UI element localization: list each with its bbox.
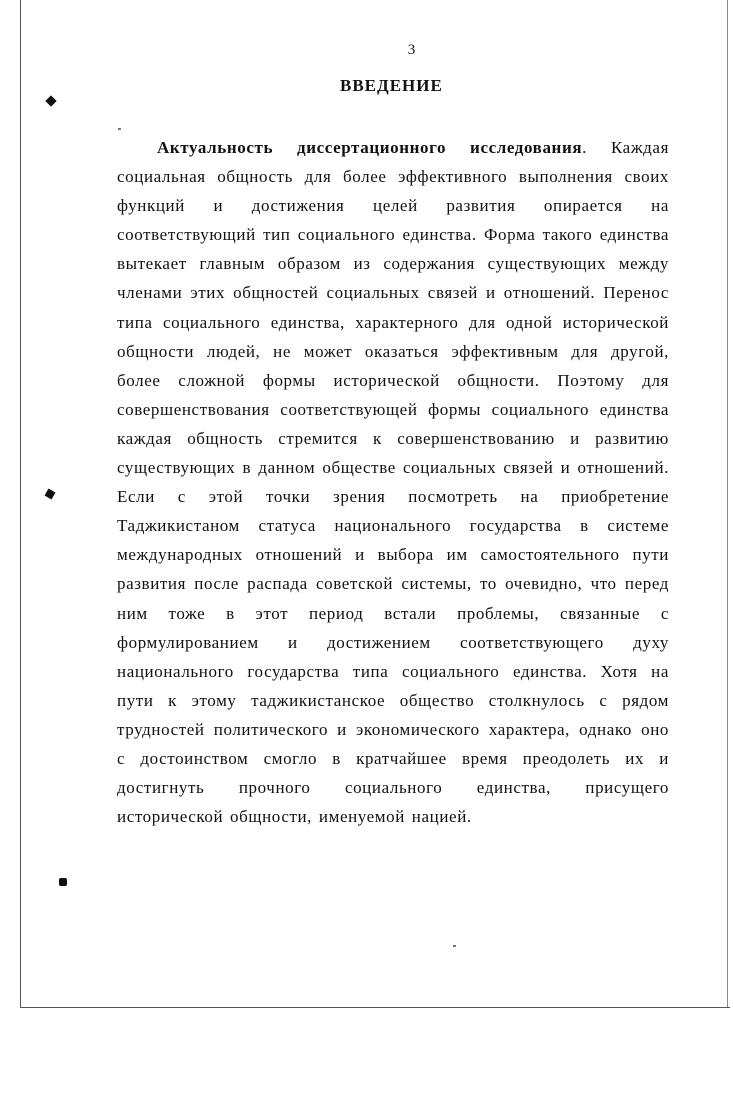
paragraph — [117, 133, 669, 831]
scan-speck — [118, 128, 121, 130]
paragraph-text: . Каждая социальная общность для более эффективного выполнения своих функций и достижения целей развития опирается на соответствующий тип социального единства. Форма такого единства вытекает главным образом из содержания существующих между членами этих общностей социальных связей и отношений. Перенос типа социального единства, характерного для одной исторической общности людей, не может оказаться эффективным для другой, более сложной формы исторической общности. Поэтому для совершенствования соответствующей формы социального единства каждая общность стремится к совершенствованию и развитию существующих в данном обществе социальных связей и отношений. Если с этой точки зрения посмотреть на приобретение Таджикистаном статуса национального государства в системе международных отношений и выбора им самостоятельного пути развития после распада советской системы, то очевидно, что перед ним тоже в этот период встали проблемы, связанные с формулированием и достижением соответствующего духу национального государства типа социального единства. Хотя на пути к этому таджикистанское общество столкнулось с рядом трудностей политического и экономического характера, однако оно с достоинством смогло в кратчайшее время преодолеть их и достигнуть прочного социального единства, присущего исторической общности, именуемой нацией. — [117, 138, 669, 827]
body-text — [117, 133, 669, 831]
scan-speck — [453, 945, 456, 947]
paragraph-lead: Актуальность диссертационного исследования — [157, 138, 583, 157]
page-number: 3 — [407, 42, 416, 58]
binding-hole-mark — [59, 878, 67, 886]
binding-hole-mark — [45, 489, 56, 500]
scan-border-right — [727, 0, 728, 1008]
page-title: ВВЕДЕНИЕ — [340, 76, 443, 95]
binding-hole-mark — [45, 95, 56, 106]
scan-border-left — [20, 0, 21, 1008]
scan-border-bottom — [20, 1007, 730, 1008]
